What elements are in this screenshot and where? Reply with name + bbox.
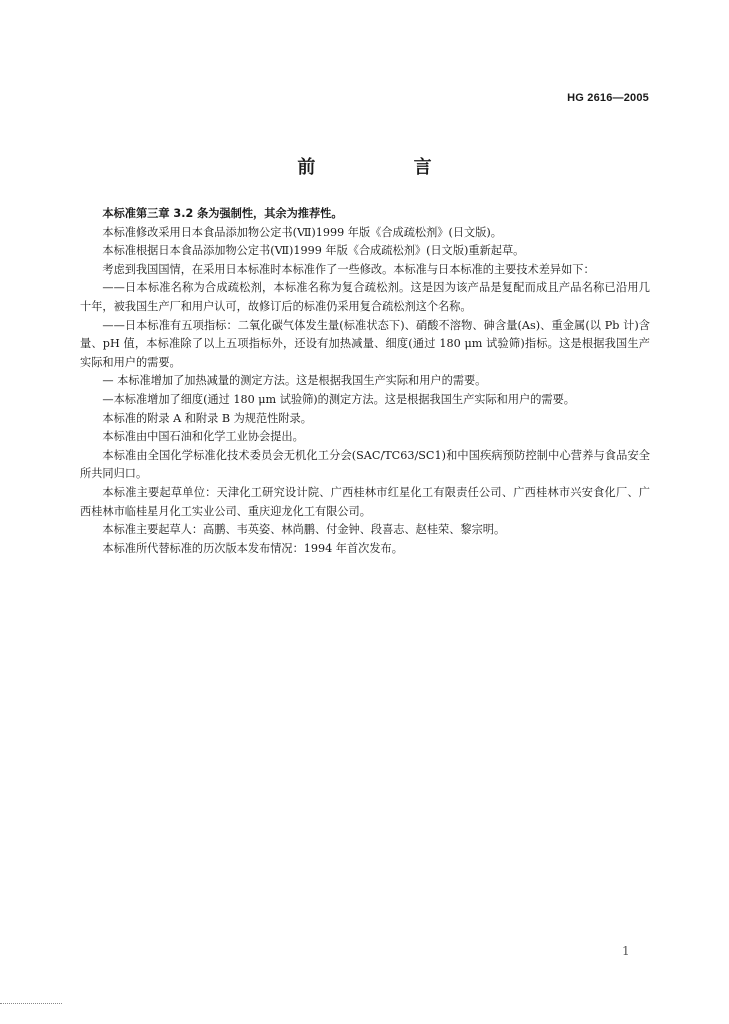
- paragraph-drafters: 本标准主要起草人：高鹏、韦英姿、林尚鹏、付金钟、段喜志、赵桂荣、黎宗明。: [102, 523, 506, 537]
- page-number: 1: [622, 944, 630, 958]
- scan-edge-mark: [0, 1003, 62, 1004]
- paragraph-differences-intro: 考虑到我国国情，在采用日本标准时本标准作了一些修改。本标准与日本标准的主要技术差异如下：: [102, 262, 595, 276]
- paragraph-adoption: 本标准修改采用日本食品添加物公定书(Ⅶ)1999 年版《合成疏松剂》(日文版)。: [102, 225, 502, 239]
- paragraph-appendices: 本标准的附录 A 和附录 B 为规范性附录。: [102, 411, 312, 425]
- paragraph-centralized-unit: 本标准由全国化学标准化技术委员会无机化工分会(SAC/TC63/SC1)和中国疾病预防控制中心营养与食品安全所共同归口。: [80, 448, 650, 481]
- paragraph-drafting-basis: 本标准根据日本食品添加物公定书(Ⅶ)1999 年版《合成疏松剂》(日文版)重新起草。: [102, 244, 525, 258]
- paragraph-difference-indices: ——日本标准有五项指标：二氧化碳气体发生量(标准状态下)、硝酸不溶物、砷含量(As)、重金属(以 Pb 计)含量、pH 值，本标准除了以上五项指标外，还设有加热减量、细度(通过 180 μm 试验筛)指标。这是根据我国生产实际和用户的需要。: [80, 318, 650, 369]
- paragraph-mandatory-clause: 本标准第三章 3.2 条为强制性，其余为推荐性。: [102, 207, 343, 220]
- paragraph-difference-fineness: —本标准增加了细度(通过 180 μm 试验筛)的测定方法。这是根据我国生产实际和用户的需要。: [102, 392, 575, 406]
- paragraph-proposer: 本标准由中国石油和化学工业协会提出。: [102, 430, 304, 444]
- standard-number: HG 2616—2005: [567, 92, 649, 104]
- paragraph-difference-name: ——日本标准名称为合成疏松剂，本标准名称为复合疏松剂。这是因为该产品是复配而成且产品名称已沿用几十年，被我国生产厂和用户认可，故修订后的标准仍采用复合疏松剂这个名称。: [80, 281, 650, 313]
- foreword-body: [80, 205, 650, 558]
- paragraph-version-history: 本标准所代替标准的历次版本发布情况：1994 年首次发布。: [102, 541, 403, 555]
- page-title: 前 言: [297, 157, 478, 178]
- paragraph-drafting-units: 本标准主要起草单位：天津化工研究设计院、广西桂林市红星化工有限责任公司、广西桂林市兴安食化厂、广西桂林市临桂星月化工实业公司、重庆迎龙化工有限公司。: [80, 485, 650, 518]
- paragraph-difference-heating-loss: — 本标准增加了加热减量的测定方法。这是根据我国生产实际和用户的需要。: [102, 374, 487, 388]
